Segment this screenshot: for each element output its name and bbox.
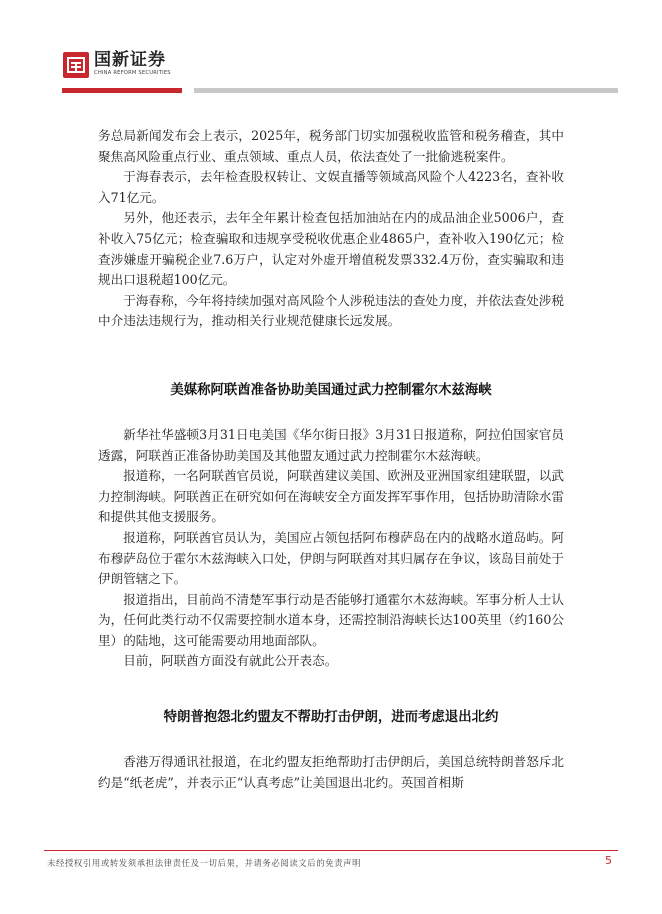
header-rule-accent [62, 88, 182, 93]
brand-name-english: CHINA REFORM SECURITIES [94, 70, 171, 76]
brand-name: 国新证券 [94, 50, 166, 70]
paragraph: 另外，他还表示，去年全年累计检查包括加油站在内的成品油企业5006户，查补收入75亿元；检查骗取和违规享受税收优惠企业4865户，查补收入190亿元；检查涉嫌虚开骗税企业7.6万户，认定对外虚开增值税发票332.4万份，查实骗取和违规出口退税超100亿元。 [98, 210, 564, 288]
paragraph: 于海春表示，去年检查股权转让、文娱直播等领域高风险个人4223名，查补收入71亿元。 [98, 169, 564, 205]
paragraph: 报道称，阿联酋官员认为，美国应占领包括阿布穆萨岛在内的战略水道岛屿。阿布穆萨岛位于霍尔木兹海峡入口处，伊朗与阿联酋对其归属存在争议，该岛目前处于伊朗管辖之下。 [98, 529, 564, 587]
paragraph: 香港万得通讯社报道，在北约盟友拒绝帮助打击伊朗后，美国总统特朗普怒斥北约是“纸老虎”，并表示正“认真考虑”让美国退出北约。英国首相斯 [98, 754, 564, 790]
footer-disclaimer: 未经授权引用或转发须承担法律责任及一切后果，并请务必阅读文后的免责声明 [47, 858, 362, 868]
footer-rule [44, 850, 618, 851]
paragraph: 新华社华盛顿3月31日电美国《华尔街日报》3月31日报道称，阿拉伯国家官员透露，阿联酋正准备协助美国及其他盟友通过武力控制霍尔木兹海峡。 [98, 426, 564, 463]
paragraph: 目前，阿联酋方面没有就此公开表态。 [123, 653, 338, 669]
brand-logo-icon [63, 52, 89, 78]
section-heading: 特朗普抱怨北约盟友不帮助打击伊朗，进而考虑退出北约 [163, 710, 499, 726]
page-header [0, 0, 662, 100]
article-body [98, 126, 564, 793]
paragraph: 报道指出，目前尚不清楚军事行动是否能够打通霍尔木兹海峡。军事分析人士认为，任何此类行动不仅需要控制水道本身，还需控制沿海峡长达100英里（约160公里）的陆地，这可能需要动用地面部队。 [98, 591, 564, 648]
paragraph: 报道称，一名阿联酋官员说，阿联酋建议美国、欧洲及亚洲国家组建联盟，以武力控制海峡。阿联酋正在研究如何在海峡安全方面发挥军事作用，包括协助清除水雷和提供其他支援服务。 [98, 468, 564, 525]
paragraph: 务总局新闻发布会上表示，2025年，税务部门切实加强税收监管和税务稽查，其中聚焦高风险重点行业、重点领域、重点人员，依法查处了一批偷逃税案件。 [98, 128, 564, 164]
page-number: 5 [605, 854, 612, 867]
paragraph: 于海春称，今年将持续加强对高风险个人涉税违法的查处力度，并依法查处涉税中介违法违规行为，推动相关行业规范健康长远发展。 [98, 292, 564, 329]
header-rule [194, 88, 618, 93]
section-heading: 美媒称阿联酋准备协助美国通过武力控制霍尔木兹海峡 [170, 382, 492, 398]
